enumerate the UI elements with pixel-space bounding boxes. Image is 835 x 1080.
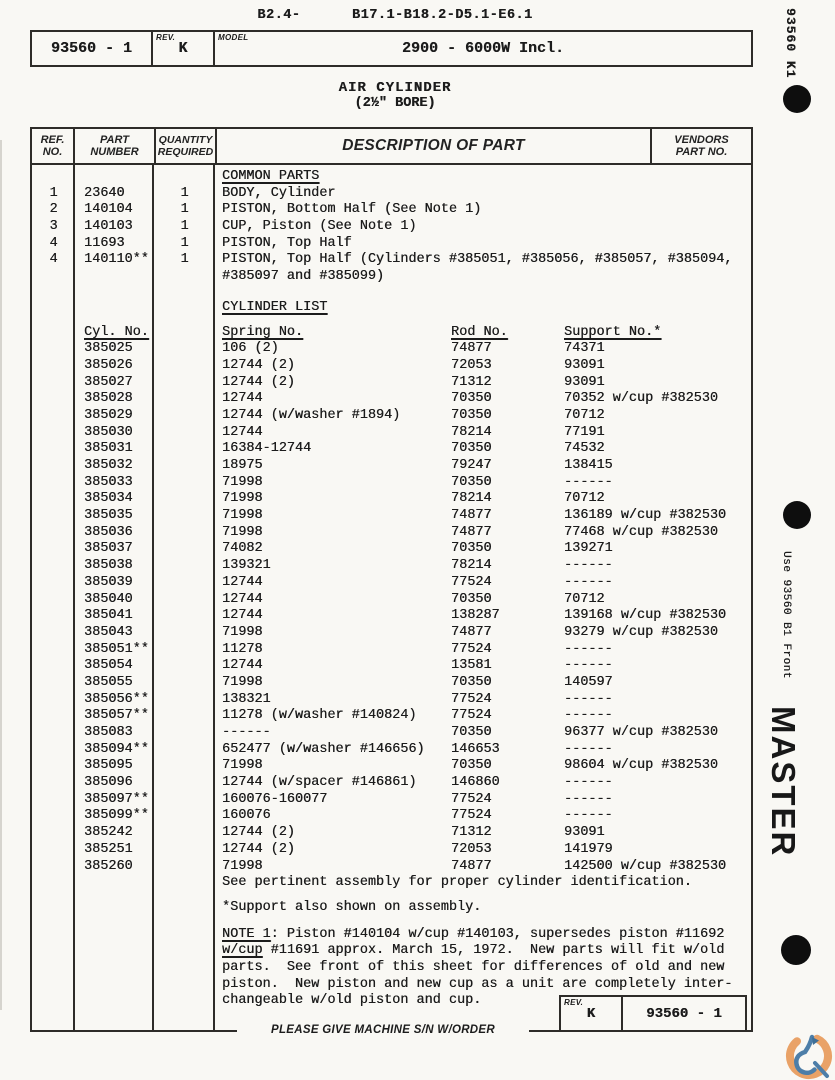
cylinder-no-cell: 385039 (84, 574, 133, 590)
cylinder-row (32, 775, 751, 792)
col-header-qty-l1: QUANTITY (158, 133, 213, 146)
support-no-cell: 70712 (564, 491, 605, 507)
note-text: parts. See front of this sheet for differences of old and new (222, 959, 725, 975)
cylinder-row (32, 675, 751, 692)
ref-no-cell: 4 (49, 252, 58, 268)
support-no-cell: 74532 (564, 441, 605, 457)
rod-no-cell: 70350 (451, 391, 492, 407)
spring-no-cell: 138321 (222, 691, 271, 707)
support-no-cell: 139271 (564, 541, 613, 557)
column-divider (73, 165, 75, 1030)
cylinder-no-cell: 385057** (84, 708, 149, 724)
spring-no-cell: 11278 (w/washer #140824) (222, 708, 417, 724)
title-header-box (30, 30, 753, 67)
rod-no-cell: 78214 (451, 558, 492, 574)
spring-no-cell: 12744 (222, 574, 263, 590)
cylinder-row (32, 558, 751, 575)
col-header-vendors-l2: PART NO. (675, 146, 728, 158)
common-part-row (32, 202, 751, 219)
support-no-cell: 138415 (564, 458, 613, 473)
support-no-cell: 77191 (564, 424, 605, 440)
cylinder-no-cell: 385029 (84, 407, 133, 423)
cylinder-no-cell: 385260 (84, 858, 133, 874)
cylinder-row (32, 758, 751, 775)
column-divider (152, 165, 154, 1030)
spring-no-cell: 12744 (w/washer #1894) (222, 407, 401, 423)
cylinder-row (32, 808, 751, 825)
cylinder-row (32, 608, 751, 625)
support-no-cell: 136189 w/cup #382530 (564, 508, 727, 524)
rod-no-cell: 78214 (451, 491, 492, 507)
rod-no-cell: 70350 (451, 441, 492, 457)
description-cell: #385097 and #385099) (222, 269, 385, 285)
spring-no-cell: 18975 (222, 458, 263, 473)
model-cell (215, 32, 751, 65)
support-no-cell: ------ (564, 574, 613, 590)
common-parts-section-row (32, 169, 751, 186)
cylinder-no-cell: 385035 (84, 508, 133, 524)
rod-no-cell: 78214 (451, 424, 492, 440)
cylinder-row (32, 458, 751, 475)
cylinder-no-cell: 385025 (84, 341, 133, 357)
cylinder-no-cell: 385037 (84, 541, 133, 557)
cylinder-row (32, 425, 751, 442)
cylinder-row (32, 575, 751, 592)
support-no-cell: ------ (564, 641, 613, 657)
spring-no-cell: 12744 (222, 658, 263, 674)
cylinder-no-cell: 385034 (84, 491, 133, 507)
spring-no-cell: 74082 (222, 541, 263, 557)
cylinder-row (32, 842, 751, 859)
cylinder-row (32, 692, 751, 709)
support-no-cell: 96377 w/cup #382530 (564, 725, 718, 740)
col-header-part-l2: NUMBER (90, 146, 139, 158)
cylinder-no-cell: 385097** (84, 791, 149, 807)
rod-no-cell: 77524 (451, 641, 492, 657)
rod-no-cell: 70350 (451, 541, 492, 557)
cylinder-row (32, 341, 751, 358)
spring-no-cell: 16384-12744 (222, 441, 312, 457)
cylinder-row (32, 792, 751, 809)
col-header-qty (156, 129, 217, 163)
rod-no-header: Rod No. (451, 324, 508, 340)
footer-doc-number: 93560 - 1 (646, 1005, 722, 1022)
description-cell: BODY, Cylinder (222, 185, 336, 201)
document-codes: B2.4- B17.1-B18.2-D5.1-E6.1 (257, 8, 533, 23)
rev-label: REV. (156, 33, 176, 42)
footer-rev-cell (561, 997, 623, 1030)
cylinder-no-cell: 385242 (84, 825, 133, 841)
support-no-cell: 74371 (564, 341, 605, 357)
spring-no-cell: 12744 (222, 591, 263, 607)
margin-use-note: Use 93560 B1 Front (780, 551, 792, 679)
footnote-row (32, 875, 751, 892)
col-header-description: DESCRIPTION OF PART (342, 136, 525, 154)
cylinder-row (32, 725, 751, 742)
support-no-cell: 77468 w/cup #382530 (564, 524, 718, 540)
support-no-cell: 98604 w/cup #382530 (564, 758, 718, 774)
spring-no-cell: 71998 (222, 758, 263, 774)
crane-network-logo-icon (784, 1030, 834, 1080)
col-header-part (75, 129, 156, 163)
support-no-cell: 141979 (564, 841, 613, 857)
spring-no-cell: 12744 (2) (222, 825, 295, 841)
rod-no-cell: 79247 (451, 458, 492, 473)
cylinder-no-cell: 385051** (84, 641, 149, 657)
support-no-cell: 142500 w/cup #382530 (564, 858, 727, 874)
part-number-cell: 11693 (84, 235, 125, 251)
description-cell: CUP, Piston (See Note 1) (222, 219, 417, 235)
support-no-cell: ------ (564, 658, 613, 674)
rev-cell (153, 32, 215, 65)
spring-no-cell: 71998 (222, 508, 263, 524)
support-no-cell: 70712 (564, 591, 605, 607)
master-stamp: MASTER (765, 706, 802, 858)
col-header-ref-l1: REF. (40, 133, 65, 146)
rod-no-cell: 77524 (451, 691, 492, 707)
rod-no-cell: 70350 (451, 674, 492, 690)
cylinder-no-cell: 385099** (84, 808, 149, 824)
common-part-row (32, 252, 751, 269)
cylinder-row (32, 475, 751, 492)
spring-no-cell: 12744 (2) (222, 374, 295, 390)
spring-no-cell: ------ (222, 725, 271, 740)
spring-no-cell: 12744 (w/spacer #146861) (222, 775, 417, 791)
page-title-line2: (2½" BORE) (354, 96, 436, 111)
col-header-part-l1: PART (100, 133, 129, 146)
support-no-cell: ------ (564, 708, 613, 724)
model-value: 2900 - 6000W Incl. (401, 40, 565, 57)
cylinder-list-section-row (32, 300, 751, 317)
cylinder-row (32, 825, 751, 842)
note-line (32, 960, 751, 977)
note-label: NOTE 1 (222, 926, 271, 942)
registration-dot (783, 85, 811, 113)
support-no-header: Support No.* (564, 324, 662, 340)
support-no-cell: ------ (564, 741, 613, 757)
description-cell: PISTON, Top Half (Cylinders #385051, #385056, #385057, #385094, (222, 252, 733, 268)
cylinder-no-cell: 385027 (84, 374, 133, 390)
rod-no-cell: 77524 (451, 808, 492, 824)
cylinder-no-cell: 385083 (84, 725, 133, 740)
note-line (32, 977, 751, 994)
ref-no-cell: 3 (49, 219, 58, 235)
scan-edge-artifact (0, 140, 2, 1010)
order-note: PLEASE GIVE MACHINE S/N W/ORDER (237, 1022, 529, 1038)
support-no-cell: 93091 (564, 374, 605, 390)
common-parts-rows (32, 186, 751, 269)
cylinder-no-cell: 385043 (84, 624, 133, 640)
cylinder-no-cell: 385036 (84, 524, 133, 540)
doc-number: 93560 - 1 (32, 32, 153, 65)
spring-no-cell: 71998 (222, 674, 263, 690)
spring-no-cell: 12744 (222, 424, 263, 440)
cylinder-no-cell: 385096 (84, 775, 133, 791)
cylinder-row (32, 625, 751, 642)
part-number-cell: 140104 (84, 202, 133, 218)
cylinder-row (32, 642, 751, 659)
parts-table-body (32, 165, 751, 1030)
cylinder-no-cell: 385033 (84, 474, 133, 490)
col-header-vendors (650, 129, 751, 163)
note-text: w/cup (222, 943, 263, 959)
ref-no-cell: 1 (49, 185, 58, 201)
col-header-ref-l2: NO. (42, 146, 63, 158)
support-no-cell: ------ (564, 558, 613, 574)
rod-no-cell: 77524 (451, 574, 492, 590)
cylinder-no-cell: 385040 (84, 591, 133, 607)
rod-no-cell: 72053 (451, 841, 492, 857)
part-number-cell: 140110** (84, 252, 149, 268)
rod-no-cell: 70350 (451, 758, 492, 774)
spring-no-header: Spring No. (222, 324, 304, 340)
cylinder-no-cell: 385028 (84, 391, 133, 407)
common-part-row (32, 236, 751, 253)
cylinder-no-cell: 385095 (84, 758, 133, 774)
footer-rev-value: K (586, 1005, 596, 1022)
cylinder-row (32, 859, 751, 876)
rod-no-cell: 146860 (451, 775, 500, 791)
rod-no-cell: 77524 (451, 791, 492, 807)
rod-no-cell: 77524 (451, 708, 492, 724)
spring-no-cell: 71998 (222, 491, 263, 507)
support-no-cell: 139168 w/cup #382530 (564, 608, 727, 624)
cylinder-no-cell: 385251 (84, 841, 133, 857)
support-no-cell: 93279 w/cup #382530 (564, 624, 718, 640)
footer-rev-label: REV. (564, 998, 584, 1007)
spring-no-cell: 652477 (w/washer #146656) (222, 741, 425, 757)
ref-no-cell: 4 (49, 235, 58, 251)
rod-no-cell: 70350 (451, 591, 492, 607)
cylinder-row (32, 525, 751, 542)
spring-no-cell: 12744 (2) (222, 841, 295, 857)
column-divider (213, 165, 215, 1030)
col-header-vendors-l1: VENDORS (674, 133, 729, 146)
margin-doc-code: 93560 K1 (783, 8, 798, 79)
footer-rev-box (559, 995, 747, 1032)
footnote-row (32, 900, 751, 917)
rod-no-cell: 70350 (451, 407, 492, 423)
quantity-cell: 1 (180, 185, 189, 201)
rod-no-cell: 74877 (451, 508, 492, 524)
cylinder-row (32, 658, 751, 675)
rod-no-cell: 70350 (451, 725, 492, 740)
cyl-no-header: Cyl. No. (84, 324, 149, 340)
cylinder-row (32, 408, 751, 425)
page-title (0, 80, 790, 112)
cylinder-row (32, 358, 751, 375)
support-no-cell: ------ (564, 791, 613, 807)
rod-no-cell: 74877 (451, 341, 492, 357)
cylinder-row (32, 708, 751, 725)
rod-no-cell: 74877 (451, 524, 492, 540)
cylinder-row (32, 391, 751, 408)
support-no-cell: 70352 w/cup #382530 (564, 391, 718, 407)
cylinder-no-cell: 385030 (84, 424, 133, 440)
col-header-ref (32, 129, 75, 163)
cylinder-no-cell: 385031 (84, 441, 133, 457)
registration-dot (781, 935, 811, 965)
spring-no-cell: 71998 (222, 474, 263, 490)
support-no-cell: ------ (564, 808, 613, 824)
spring-no-cell: 139321 (222, 558, 271, 574)
note-text: changeable w/old piston and cup. (222, 993, 482, 1009)
part-number-cell: 140103 (84, 219, 133, 235)
description-cell: PISTON, Bottom Half (See Note 1) (222, 202, 482, 218)
model-label: MODEL (218, 33, 249, 42)
cylinder-no-cell: 385032 (84, 458, 133, 473)
spring-no-cell: 12744 (222, 391, 263, 407)
note-text: : Piston #140104 w/cup #140103, supersedes piston #11692 (270, 926, 725, 942)
support-no-cell: 93091 (564, 357, 605, 373)
cylinder-row (32, 541, 751, 558)
rod-no-cell: 13581 (451, 658, 492, 674)
rod-no-cell: 71312 (451, 825, 492, 841)
spring-no-cell: 71998 (222, 624, 263, 640)
rod-no-cell: 72053 (451, 357, 492, 373)
spring-no-cell: 160076-160077 (222, 791, 328, 807)
note-text: #11691 approx. March 15, 1972. New parts will fit w/old (262, 943, 725, 959)
spring-no-cell: 11278 (222, 641, 263, 657)
cylinder-no-cell: 385056** (84, 691, 149, 707)
spring-no-cell: 71998 (222, 524, 263, 540)
parts-table-header (32, 129, 751, 165)
common-part-row (32, 219, 751, 236)
cylinder-no-cell: 385054 (84, 658, 133, 674)
support-no-cell: ------ (564, 474, 613, 490)
page-title-line1: AIR CYLINDER (338, 80, 452, 96)
quantity-cell: 1 (180, 252, 189, 268)
description-cell: PISTON, Top Half (222, 235, 352, 251)
cylinder-row (32, 441, 751, 458)
parts-table (30, 127, 753, 1032)
support-no-cell: ------ (564, 775, 613, 791)
cylinder-no-cell: 385094** (84, 741, 149, 757)
support-no-cell: 93091 (564, 825, 605, 841)
support-no-cell: ------ (564, 691, 613, 707)
cylinder-row (32, 592, 751, 609)
quantity-cell: 1 (180, 202, 189, 218)
rod-no-cell: 74877 (451, 858, 492, 874)
rod-no-cell: 74877 (451, 624, 492, 640)
quantity-cell: 1 (180, 219, 189, 235)
support-no-cell: 70712 (564, 407, 605, 423)
part-number-cell: 23640 (84, 185, 125, 201)
note-line (32, 943, 751, 960)
common-part-row-continuation (32, 269, 751, 286)
rod-no-cell: 146653 (451, 741, 500, 757)
cylinder-list-title: CYLINDER LIST (222, 299, 328, 315)
note-line (32, 927, 751, 944)
col-header-qty-l2: REQUIRED (157, 146, 214, 158)
spring-no-cell: 106 (2) (222, 341, 279, 357)
common-parts-title: COMMON PARTS (222, 169, 320, 184)
cylinder-row (32, 491, 751, 508)
rev-value: K (178, 40, 188, 57)
cylinder-row (32, 375, 751, 392)
spring-no-cell: 71998 (222, 858, 263, 874)
rod-no-cell: 71312 (451, 374, 492, 390)
rod-no-cell: 70350 (451, 474, 492, 490)
cylinder-list-rows (32, 341, 751, 875)
spring-no-cell: 12744 (222, 608, 263, 624)
cylinder-no-cell: 385026 (84, 357, 133, 373)
cylinder-row (32, 508, 751, 525)
rod-no-cell: 138287 (451, 608, 500, 624)
quantity-cell: 1 (180, 235, 189, 251)
common-part-row (32, 186, 751, 203)
cylinder-row (32, 742, 751, 759)
note-text: piston. New piston and new cup as a unit are completely inter- (222, 976, 733, 992)
footnote-identification: See pertinent assembly for proper cylinder identification. (222, 875, 692, 891)
cylinder-list-header-row (32, 325, 751, 342)
cylinder-no-cell: 385041 (84, 608, 133, 624)
cylinder-no-cell: 385055 (84, 674, 133, 690)
ref-no-cell: 2 (49, 202, 58, 218)
registration-dot (783, 501, 811, 529)
spring-no-cell: 12744 (2) (222, 357, 295, 373)
cylinder-no-cell: 385038 (84, 558, 133, 574)
support-no-cell: 140597 (564, 674, 613, 690)
footnote-support: *Support also shown on assembly. (222, 899, 482, 915)
spring-no-cell: 160076 (222, 808, 271, 824)
